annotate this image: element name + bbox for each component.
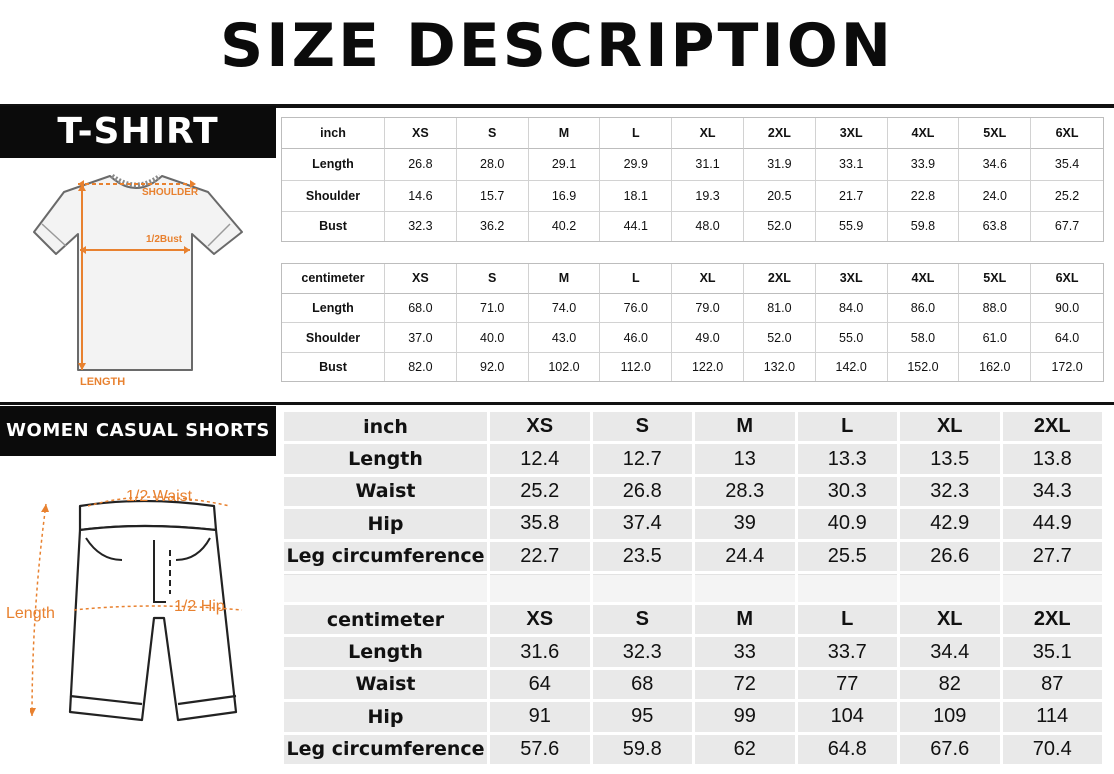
measurement-label-cell: Length	[282, 149, 385, 180]
tshirt-inch-table	[281, 117, 1104, 242]
measurement-value-cell: 34.6	[959, 149, 1031, 180]
shorts-section-label: WOMEN CASUAL SHORTS	[0, 406, 276, 456]
measurement-value-cell: 87	[1003, 670, 1103, 699]
shorts-cm-table	[281, 602, 1105, 767]
size-header-cell: 6XL	[1031, 264, 1103, 294]
measurement-value-cell: 43.0	[529, 323, 601, 353]
measurement-value-cell: 142.0	[816, 353, 888, 381]
measurement-value-cell: 52.0	[744, 212, 816, 241]
size-header-cell: 4XL	[888, 118, 960, 149]
size-header-cell: 2XL	[1003, 605, 1103, 634]
size-header-cell: L	[600, 264, 672, 294]
size-header-cell: M	[695, 412, 795, 441]
measurement-value-cell: 32.3	[385, 212, 457, 241]
measurement-value-cell: 74.0	[529, 294, 601, 324]
measurement-value-cell: 46.0	[600, 323, 672, 353]
measurement-label-cell: Leg circumference	[284, 542, 487, 571]
measurement-value-cell: 42.9	[900, 509, 1000, 538]
measurement-value-cell: 44.9	[1003, 509, 1103, 538]
table-header-row	[282, 264, 1103, 294]
measurement-value-cell: 19.3	[672, 181, 744, 212]
measurement-value-cell: 84.0	[816, 294, 888, 324]
measurement-value-cell: 52.0	[744, 323, 816, 353]
measurement-value-cell: 112.0	[600, 353, 672, 381]
measurement-value-cell: 30.3	[798, 477, 898, 506]
size-header-cell: XL	[900, 605, 1000, 634]
measurement-value-cell: 55.9	[816, 212, 888, 241]
unit-header-cell: centimeter	[282, 264, 385, 294]
measurement-value-cell: 114	[1003, 702, 1103, 731]
measurement-value-cell: 39	[695, 509, 795, 538]
measurement-value-cell: 64	[490, 670, 590, 699]
measurement-value-cell: 13	[695, 444, 795, 473]
length-annotation: Length	[6, 605, 55, 622]
measurement-value-cell: 76.0	[600, 294, 672, 324]
size-header-cell: 2XL	[1003, 412, 1103, 441]
size-header-cell: L	[798, 605, 898, 634]
measurement-value-cell: 55.0	[816, 323, 888, 353]
table-row	[284, 509, 1102, 538]
measurement-value-cell: 29.9	[600, 149, 672, 180]
tshirt-cm-table	[281, 263, 1104, 382]
table-row	[284, 735, 1102, 764]
measurement-value-cell: 64.8	[798, 735, 898, 764]
measurement-label-cell: Waist	[284, 477, 487, 506]
measurement-label-cell: Hip	[284, 509, 487, 538]
size-header-cell: XL	[900, 412, 1000, 441]
measurement-value-cell: 25.5	[798, 542, 898, 571]
measurement-value-cell: 99	[695, 702, 795, 731]
measurement-value-cell: 40.2	[529, 212, 601, 241]
table-row	[284, 542, 1102, 571]
size-header-cell: S	[457, 118, 529, 149]
measurement-label-cell: Leg circumference	[284, 735, 487, 764]
measurement-label-cell: Shoulder	[282, 323, 385, 353]
measurement-value-cell: 58.0	[888, 323, 960, 353]
section-divider	[0, 402, 1114, 405]
measurement-value-cell: 33	[695, 637, 795, 666]
table-row	[282, 149, 1103, 180]
measurement-value-cell: 81.0	[744, 294, 816, 324]
measurement-value-cell: 68.0	[385, 294, 457, 324]
measurement-value-cell: 122.0	[672, 353, 744, 381]
shoulder-annotation: SHOULDER	[142, 187, 199, 198]
table-row	[282, 212, 1103, 241]
measurement-value-cell: 23.5	[593, 542, 693, 571]
size-header-cell: M	[529, 264, 601, 294]
measurement-value-cell: 34.3	[1003, 477, 1103, 506]
measurement-value-cell: 33.9	[888, 149, 960, 180]
measurement-value-cell: 77	[798, 670, 898, 699]
measurement-value-cell: 35.4	[1031, 149, 1103, 180]
measurement-value-cell: 40.9	[798, 509, 898, 538]
shorts-diagram	[30, 490, 260, 730]
measurement-value-cell: 82	[900, 670, 1000, 699]
measurement-value-cell: 16.9	[529, 181, 601, 212]
waist-annotation: 1/2 Waist	[126, 488, 193, 505]
size-header-cell: L	[798, 412, 898, 441]
measurement-value-cell: 49.0	[672, 323, 744, 353]
measurement-value-cell: 22.8	[888, 181, 960, 212]
measurement-value-cell: 14.6	[385, 181, 457, 212]
measurement-label-cell: Length	[284, 637, 487, 666]
size-header-cell: S	[593, 412, 693, 441]
measurement-label-cell: Shoulder	[282, 181, 385, 212]
unit-header-cell: centimeter	[284, 605, 487, 634]
size-header-cell: XS	[490, 412, 590, 441]
measurement-value-cell: 32.3	[900, 477, 1000, 506]
size-header-cell: XS	[385, 264, 457, 294]
unit-header-cell: inch	[282, 118, 385, 149]
measurement-value-cell: 28.0	[457, 149, 529, 180]
measurement-value-cell: 33.7	[798, 637, 898, 666]
measurement-value-cell: 12.7	[593, 444, 693, 473]
measurement-label-cell: Length	[284, 444, 487, 473]
measurement-value-cell: 35.1	[1003, 637, 1103, 666]
measurement-label-cell: Bust	[282, 353, 385, 381]
measurement-value-cell: 12.4	[490, 444, 590, 473]
tshirt-diagram	[28, 164, 254, 392]
measurement-value-cell: 29.1	[529, 149, 601, 180]
measurement-value-cell: 34.4	[900, 637, 1000, 666]
table-header-row	[284, 412, 1102, 441]
measurement-value-cell: 28.3	[695, 477, 795, 506]
table-spacer-row	[284, 574, 1102, 604]
measurement-value-cell: 35.8	[490, 509, 590, 538]
measurement-value-cell: 32.3	[593, 637, 693, 666]
table-row	[284, 637, 1102, 666]
shorts-inch-table	[281, 409, 1105, 574]
measurement-label-cell: Waist	[284, 670, 487, 699]
size-header-cell: XS	[490, 605, 590, 634]
measurement-value-cell: 21.7	[816, 181, 888, 212]
measurement-value-cell: 15.7	[457, 181, 529, 212]
measurement-value-cell: 109	[900, 702, 1000, 731]
size-header-cell: XL	[672, 264, 744, 294]
measurement-value-cell: 172.0	[1051, 360, 1083, 375]
measurement-value-cell: 13.5	[900, 444, 1000, 473]
measurement-value-cell: 13.8	[1003, 444, 1103, 473]
measurement-value-cell: 26.6	[900, 542, 1000, 571]
measurement-label-cell: Length	[282, 294, 385, 324]
measurement-value-cell: 20.5	[744, 181, 816, 212]
measurement-label-cell: Hip	[284, 702, 487, 731]
measurement-value-cell: 25.2	[490, 477, 590, 506]
measurement-value-cell: 25.2	[1031, 181, 1103, 212]
unit-header-cell: inch	[284, 412, 487, 441]
measurement-value-cell: 152.0	[888, 353, 960, 381]
size-header-cell: XL	[672, 118, 744, 149]
measurement-value-cell: 92.0	[457, 353, 529, 381]
measurement-value-cell: 82.0	[385, 353, 457, 381]
measurement-value-cell: 59.8	[593, 735, 693, 764]
measurement-value-cell: 67.7	[1054, 219, 1080, 234]
measurement-value-cell: 18.1	[600, 181, 672, 212]
measurement-value-cell: 26.8	[593, 477, 693, 506]
hip-annotation: 1/2 Hip	[174, 598, 225, 615]
measurement-value-cell: 63.8	[959, 212, 1031, 241]
measurement-value-cell: 86.0	[888, 294, 960, 324]
measurement-value-cell: 33.1	[816, 149, 888, 180]
measurement-value-cell: 79.0	[672, 294, 744, 324]
measurement-value-cell: 71.0	[457, 294, 529, 324]
table-row	[284, 670, 1102, 699]
table-row	[284, 702, 1102, 731]
bust-annotation: 1/2Bust	[146, 234, 183, 245]
measurement-value-cell: 57.6	[490, 735, 590, 764]
size-header-cell: 3XL	[816, 118, 888, 149]
length-annotation: LENGTH	[80, 376, 126, 388]
measurement-value-cell: 26.8	[385, 149, 457, 180]
table-row	[282, 181, 1103, 212]
measurement-value-cell: 31.1	[672, 149, 744, 180]
measurement-value-cell: 22.7	[490, 542, 590, 571]
size-header-cell: 3XL	[816, 264, 888, 294]
measurement-value-cell: 102.0	[529, 353, 601, 381]
measurement-value-cell: 37.4	[593, 509, 693, 538]
measurement-value-cell: 27.7	[1003, 542, 1103, 571]
table-header-row	[284, 605, 1102, 634]
table-row	[282, 353, 1103, 381]
measurement-value-cell: 90.0	[1031, 294, 1103, 324]
measurement-value-cell: 95	[593, 702, 693, 731]
measurement-value-cell: 24.4	[695, 542, 795, 571]
size-header-cell: 6XL	[1031, 118, 1103, 149]
size-header-cell: XS	[385, 118, 457, 149]
size-header-cell: 2XL	[744, 264, 816, 294]
measurement-value-cell: 64.0	[1031, 323, 1103, 353]
size-header-cell: 5XL	[959, 264, 1031, 294]
table-header-row	[282, 118, 1103, 149]
table-row	[284, 444, 1102, 473]
measurement-value-cell: 68	[593, 670, 693, 699]
measurement-value-cell: 72	[695, 670, 795, 699]
measurement-value-cell: 31.9	[744, 149, 816, 180]
tshirt-section-label: T-SHIRT	[0, 106, 276, 158]
measurement-value-cell: 36.2	[457, 212, 529, 241]
measurement-value-cell: 162.0	[959, 353, 1031, 381]
table-row	[284, 477, 1102, 506]
measurement-value-cell: 37.0	[385, 323, 457, 353]
page-title: SIZE DESCRIPTION	[220, 11, 894, 81]
measurement-value-cell: 67.6	[900, 735, 1000, 764]
size-header-cell: S	[593, 605, 693, 634]
measurement-value-cell: 40.0	[457, 323, 529, 353]
measurement-value-cell: 61.0	[959, 323, 1031, 353]
measurement-value-cell: 24.0	[959, 181, 1031, 212]
measurement-value-cell: 132.0	[744, 353, 816, 381]
size-header-cell: M	[695, 605, 795, 634]
table-row	[282, 323, 1103, 353]
measurement-value-cell: 70.4	[1003, 735, 1103, 764]
size-header-cell: 2XL	[744, 118, 816, 149]
measurement-value-cell: 91	[490, 702, 590, 731]
measurement-value-cell: 13.3	[798, 444, 898, 473]
measurement-value-cell: 88.0	[959, 294, 1031, 324]
measurement-value-cell: 44.1	[600, 212, 672, 241]
size-header-cell: L	[600, 118, 672, 149]
size-header-cell: 4XL	[888, 264, 960, 294]
size-header-cell: S	[457, 264, 529, 294]
measurement-value-cell: 62	[695, 735, 795, 764]
measurement-value-cell: 104	[798, 702, 898, 731]
measurement-label-cell: Bust	[282, 212, 385, 241]
measurement-value-cell: 31.6	[490, 637, 590, 666]
measurement-value-cell: 48.0	[672, 212, 744, 241]
size-header-cell: 5XL	[959, 118, 1031, 149]
size-header-cell: M	[529, 118, 601, 149]
measurement-value-cell: 59.8	[888, 212, 960, 241]
table-row	[282, 294, 1103, 324]
